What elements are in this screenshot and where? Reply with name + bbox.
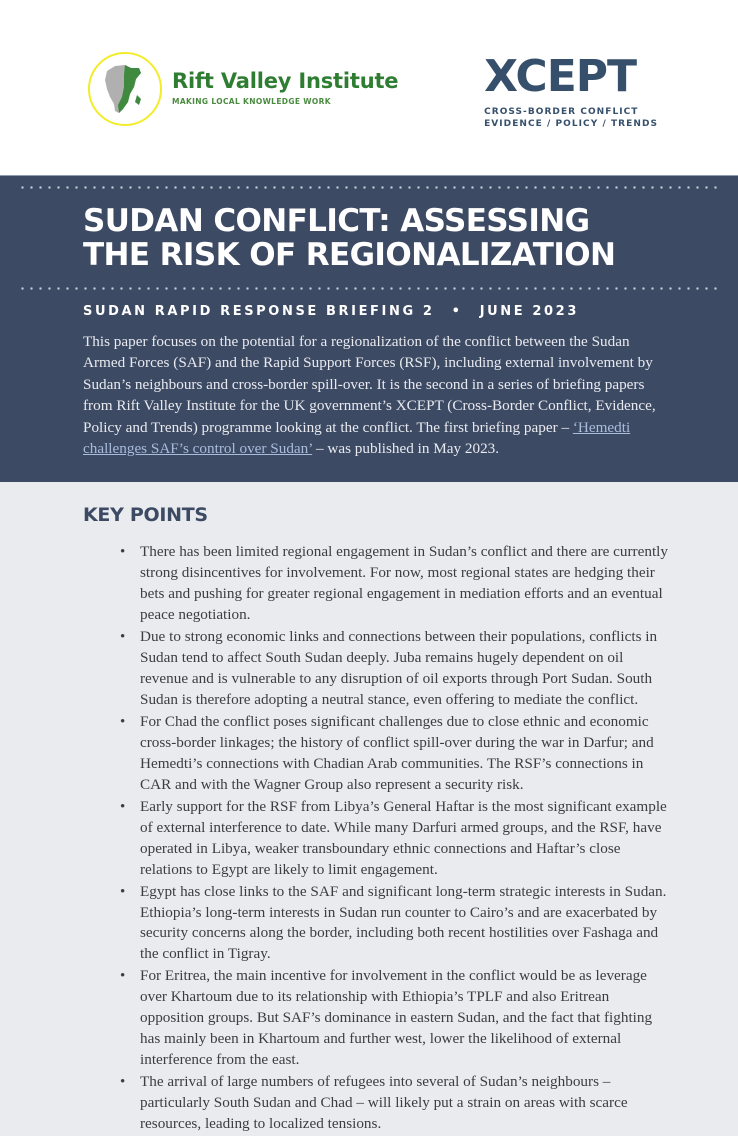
list-item (120, 712, 674, 796)
list-item (120, 1072, 674, 1135)
previous-briefing-link[interactable]: ‘Hemedti challenges SAF’s control over Sudan’ (83, 418, 631, 458)
list-item-text: Early support for the RSF from Libya’s General Haftar is the most significant example of external interference to date. While many Darfuri armed groups, and the RSF, have operated in Libya, weaker transboundary ethnic connections and Haftar’s close relations to Egypt are likely to limit engagement. (140, 797, 667, 878)
rvi-africa-mark (88, 52, 162, 126)
bullet-glyph: • (120, 798, 126, 815)
key-points-section (0, 482, 738, 1136)
rvi-tagline: MAKING LOCAL KNOWLEDGE WORK (172, 96, 331, 106)
bullet-glyph: • (120, 883, 126, 900)
list-item-text: The arrival of large numbers of refugees into several of Sudan’s neighbours – particularly South Sudan and Chad – will likely put a strain on areas with scarce resources, leading to localized tensions. (140, 1073, 628, 1133)
list-item (120, 627, 674, 711)
intro-text-before-link: This paper focuses on the potential for a regionalization of the conflict between the Sudan Armed Forces (SAF) and the Rapid Support Forces (RSF), including external involvement by Sudan’s neighbours and cross-border spill-over. It is the second in a series of briefing papers from Rift Valley Institute for the UK government’s XCEPT (Cross-Border Conflict, Evidence, Policy and Trends) programme looking at the conflict. The first briefing paper – (83, 332, 656, 436)
list-item-text: There has been limited regional engagement in Sudan’s conflict and there are currently strong disincentives for involvement. For now, most regional states are hedging their bets and pushing for greater regional engagement in mediation efforts and an eventual peace negotiation. (140, 543, 668, 623)
bullet-glyph: • (120, 628, 126, 645)
list-item-text: Egypt has close links to the SAF and significant long-term strategic interests in Sudan. Ethiopia’s long-term interests in Sudan run counter to Cairo’s and are exacerbated by security concerns along the border, including both recent hostilities over Fashaga and the conflict in Tigray. (140, 882, 667, 963)
xcept-tagline (484, 106, 658, 130)
bullet-glyph: • (120, 1074, 126, 1091)
series-label: SUDAN RAPID RESPONSE BRIEFING 2 (83, 303, 435, 319)
masthead (0, 0, 738, 175)
list-item (120, 542, 674, 626)
rvi-wordmark (172, 68, 399, 108)
page-title (83, 205, 668, 273)
xcept-logo[interactable] (484, 51, 658, 130)
bullet-glyph: • (120, 713, 126, 730)
publication-date: JUNE 2023 (479, 303, 579, 319)
list-item-text: For Eritrea, the main incentive for involvement in the conflict would be as leverage over Khartoum due to its relationship with Ethiopia’s TPLF and also Eritrean opposition groups. But SAF’s dominance in eastern Sudan, and the fact that fighting has mainly been in Khartoum and further west, lower the likelihood of external interference from the east. (140, 967, 653, 1069)
key-points-list (0, 542, 674, 1135)
series-line (83, 304, 655, 319)
page-title-line1: SUDAN CONFLICT: ASSESSING (83, 203, 590, 239)
series-separator: • (451, 303, 463, 319)
dotted-rule-bottom (18, 287, 720, 290)
key-points-heading: KEY POINTS (83, 504, 208, 527)
list-item (120, 882, 674, 966)
list-item (120, 797, 674, 881)
xcept-wordmark: XCEPT (484, 51, 637, 102)
rift-valley-institute-logo[interactable] (88, 52, 398, 126)
rvi-name: Rift Valley Institute (172, 68, 399, 93)
xcept-tagline-line2: EVIDENCE / POLICY / TRENDS (484, 119, 658, 130)
bullet-glyph: • (120, 544, 126, 561)
dotted-rule-top (18, 186, 720, 189)
africa-map-icon (101, 61, 149, 117)
list-item (120, 966, 674, 1071)
list-item-text: Due to strong economic links and connections between their populations, conflicts in Sudan tend to affect South Sudan deeply. Juba remains hugely dependent on oil revenue and is vulnerable to any disruption of oil exports through Port Sudan. South Sudan is therefore adopting a neutral stance, even offering to mediate the conflict. (140, 627, 658, 708)
page-title-line2: THE RISK OF REGIONALIZATION (83, 236, 616, 273)
bullet-glyph: • (120, 968, 126, 985)
xcept-tagline-line1: CROSS-BORDER CONFLICT (484, 107, 639, 118)
intro-paragraph (83, 331, 668, 460)
title-banner (0, 175, 738, 482)
list-item-text: For Chad the conflict poses significant challenges due to close ethnic and economic cross-border linkages; the history of conflict spill-over during the war in Darfur; and Hemedti’s connections with Chadian Arab communities. The RSF’s connections in CAR and with the Wagner Group also represent a security risk. (140, 712, 654, 793)
intro-text-after-link: – was published in May 2023. (312, 440, 500, 458)
